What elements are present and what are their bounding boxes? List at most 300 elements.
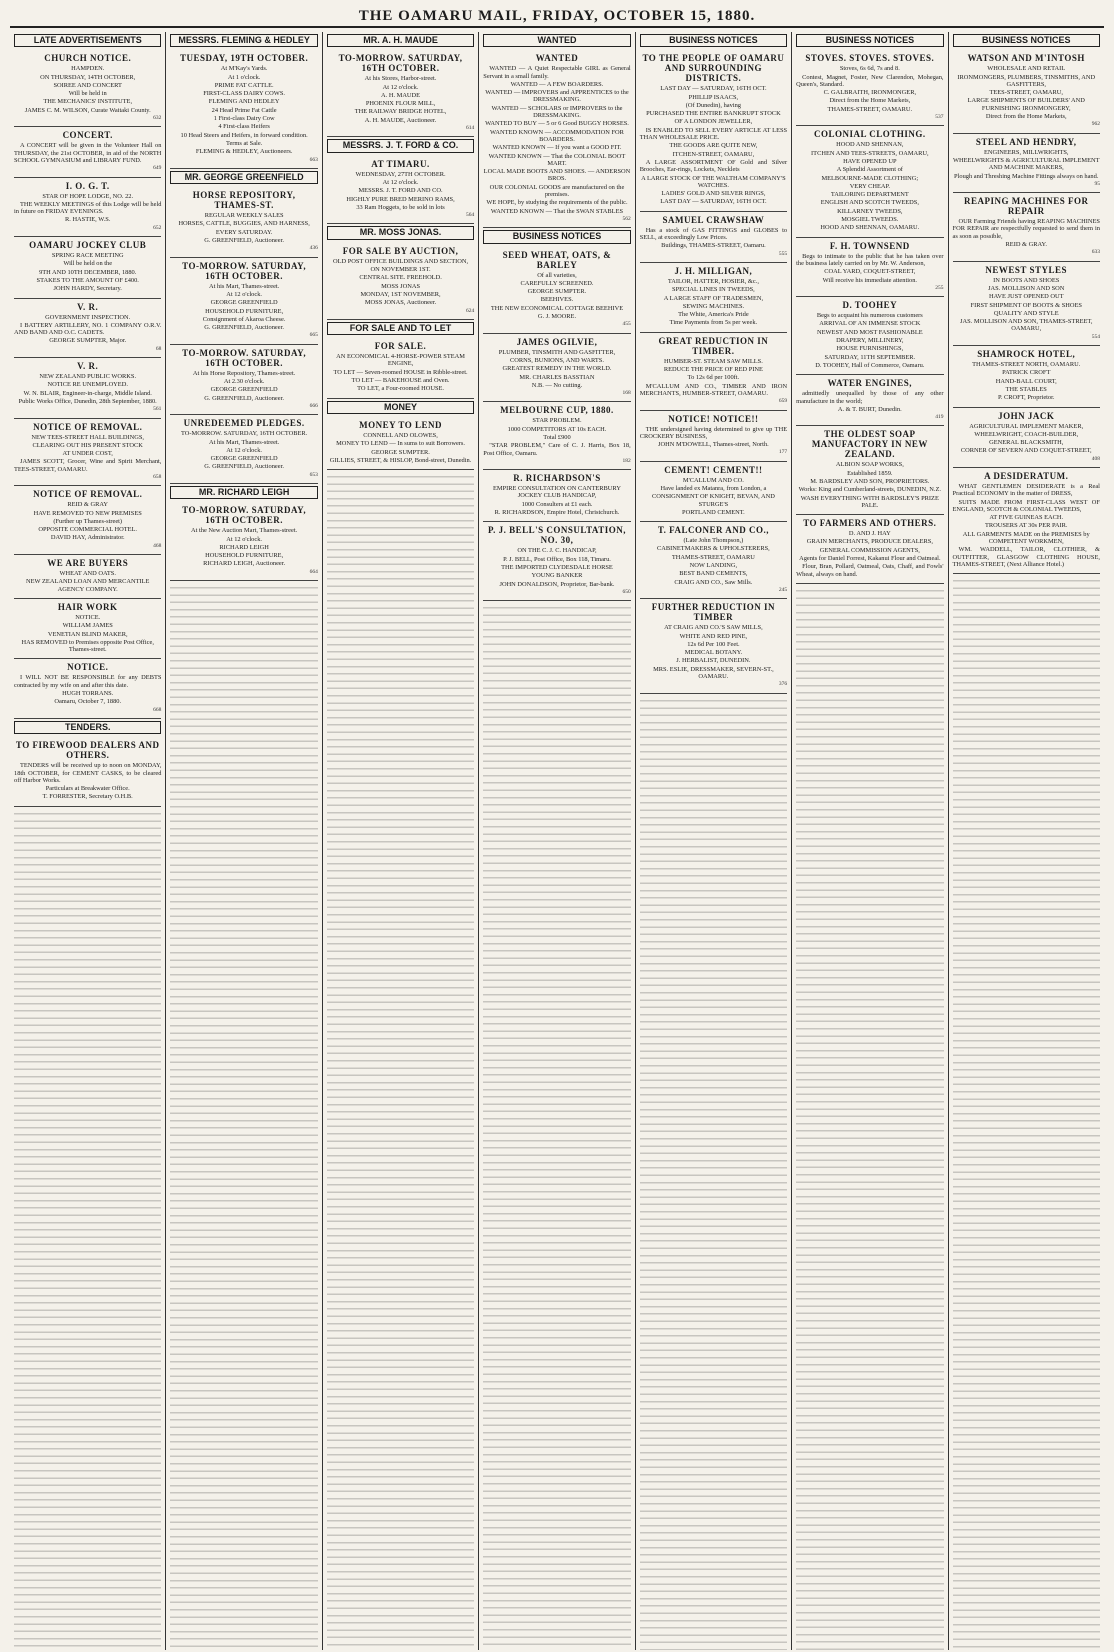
ad-title: TUESDAY, 19TH OCTOBER. (180, 53, 309, 64)
advertisement (327, 50, 474, 137)
ad-line: DRAPERY, MILLINERY, (836, 337, 904, 345)
ad-line: REID & GRAY (67, 501, 109, 509)
ad-line: TROUSERS AT 30s PER PAIR. (984, 522, 1068, 530)
ad-line: JAS. MOLLISON AND SON (988, 284, 1065, 292)
ad-line: WHEELWRIGHT, COACH-BUILDER, (974, 430, 1079, 438)
ad-line: THE RAILWAY BRIDGE HOTEL, (354, 108, 447, 116)
ad-line: NOTICE RE UNEMPLOYED. (47, 381, 128, 389)
ad-line: WANTED — SCHOLARS or IMPROVERS to the DRESSMAKING. (491, 104, 623, 120)
ad-line: REDUCE THE PRICE OF RED PINE (663, 366, 763, 374)
section-heading: BUSINESS NOTICES (796, 34, 943, 47)
ad-line: Will receive his immediate attention. (822, 276, 917, 284)
ad-line: LAST DAY — SATURDAY, 16TH OCT. (660, 198, 767, 206)
ad-line: OPPOSITE COMMERCIAL HOTEL. (38, 526, 138, 534)
ad-title: NOTICE OF REMOVAL. (33, 489, 143, 500)
ad-line: JAMES C. M. WILSON, Curate Waitaki County. (24, 106, 151, 114)
ad-line: SPECIAL LINES IN TWEEDS, (672, 286, 755, 294)
advertisement (640, 263, 787, 333)
ad-line: Consignment of Akaroa Cheese. (202, 315, 286, 323)
ad-number: 650 (622, 588, 631, 595)
ad-title: THE OLDEST SOAP MANUFACTORY IN NEW ZEALAND. (811, 429, 928, 460)
advertisement (796, 515, 943, 584)
ad-line: MR. CHARLES BASSTIAN (519, 373, 595, 381)
ad-line: 4 First-class Heifers (218, 123, 270, 131)
ad-title: HORSE REPOSITORY, THAMES-ST. (192, 190, 296, 211)
ad-line: MONEY TO LEND — In sums to suit Borrowers. (336, 440, 466, 448)
ad-line: LADIES' GOLD AND SILVER RINGS, (661, 190, 766, 198)
ad-line: HAVE OPENED UP (843, 157, 897, 165)
ad-line: Begs to acquaint his numerous customers (816, 312, 923, 320)
ad-line: GEORGE GREENFIELD (210, 386, 278, 394)
column-2 (166, 32, 322, 1650)
advertisement (953, 50, 1100, 133)
ad-title: HAIR WORK (57, 601, 118, 612)
ad-line: WHAT GENTLEMEN DESIDERATE is a Real Practical ECONOMY in the matter of DRESS, (952, 482, 1100, 498)
ad-line: ENGINEERS, MILLWRIGHTS, (983, 148, 1069, 156)
ad-title: TO FARMERS AND OTHERS. (803, 518, 937, 529)
ad-line: At 12 o'clock. (382, 83, 419, 91)
ad-line: Direct from the Home Markets, (829, 97, 911, 105)
ad-line: PORTLAND CEMENT. (682, 508, 745, 516)
column-3 (323, 32, 479, 1650)
ad-line: Will be held in (68, 90, 107, 98)
advertisement (483, 522, 630, 601)
ad-number: 255 (935, 284, 944, 291)
advertisement (327, 338, 474, 398)
advertisement (14, 127, 161, 177)
column-6 (792, 32, 948, 1650)
ad-title: TO-MORROW. SATURDAY, 16TH OCTOBER. (182, 260, 307, 281)
advertisement (483, 334, 630, 403)
advertisement (640, 522, 787, 599)
ad-line: CONNELL AND OLOWES, (363, 431, 438, 439)
ad-number: 419 (935, 414, 944, 421)
ad-line: ON THE C. J. C. HANDICAP, (517, 547, 597, 555)
ad-title: UNREDEEMED PLEDGES. (183, 418, 305, 429)
ad-line: GEORGE SUMPTER, Major. (49, 337, 127, 345)
ad-title: V. R. (77, 361, 99, 372)
ad-number: 664 (309, 568, 318, 575)
ad-line: CONSIGNMENT OF KNIGHT, BEVAN, AND STURGE'S (651, 493, 775, 508)
ad-title: TO-MORROW. SATURDAY, 16TH OCTOBER. (182, 505, 307, 526)
ad-line: MONDAY, 1ST NOVEMBER, (360, 290, 441, 298)
advertisement (170, 502, 317, 581)
ad-line: STAKES TO THE AMOUNT OF £400. (36, 276, 139, 284)
ad-line: To 12s 6d per 100ft. (687, 374, 740, 382)
ad-line: ALL GARMENTS MADE on the PREMISES by COMPETENT WORKMEN, (962, 530, 1090, 546)
ad-line: TO LET — Seven-roomed HOUSE in Ribble-street. (333, 368, 468, 376)
ad-line: Stoves, 6s 6d, 7s and 8. (839, 65, 900, 73)
ad-line: Particulars at Breakwater Office. (45, 785, 130, 793)
ad-title: MELBOURNE CUP, 1880. (500, 405, 614, 416)
ad-line: At 12 o'clock. (226, 535, 263, 543)
ad-title: NOTICE OF REMOVAL. (33, 421, 143, 432)
ad-line: G. J. MOORE. (537, 313, 577, 321)
advertisement (327, 156, 474, 225)
ad-title: STOVES. STOVES. STOVES. (805, 53, 935, 64)
ad-line: AT FIVE GUINEAS EACH. (989, 514, 1064, 522)
ad-line: THE WEEKLY MEETINGS of this Lodge will be held in future on FRIDAY EVENINGS. (14, 200, 162, 216)
ad-line: HAS REMOVED to Premises opposite Post Office, Thames-street. (21, 638, 154, 654)
ad-line: TENDERS will be received up to noon on MONDAY, 18th OCTOBER, for CEMENT CASKS, to be cleared off Harbor Works. (14, 762, 162, 784)
ad-title: MONEY TO LEND (359, 419, 442, 430)
ad-line: THE IMPORTED CLYDESDALE HORSE (501, 563, 613, 571)
section-heading: FOR SALE AND TO LET (327, 322, 474, 335)
ad-line: ENGLISH AND SCOTCH TWEEDS, (820, 199, 919, 207)
ad-number: 245 (778, 586, 788, 593)
ad-line: IRONMONGERS, PLUMBERS, TINSMITHS, AND GASFITTERS, (957, 73, 1096, 88)
advertisement (14, 237, 161, 298)
ad-line: At his Stores, Harbor-street. (364, 75, 437, 83)
advertisement (14, 555, 161, 599)
advertisement (327, 243, 474, 320)
ad-line: WANTED TO BUY — 5 or 6 Good BUGGY HORSES. (485, 120, 629, 128)
ad-line: CRAIG AND CO., Saw Mills. (674, 578, 753, 586)
ad-title: T. FALCONER AND CO., (657, 525, 769, 536)
advertisement (640, 50, 787, 211)
ad-line: 9TH AND 10TH DECEMBER, 1880. (39, 268, 137, 276)
ad-line: MOSS JONAS, Auctioneer. (364, 299, 437, 307)
ad-number: 614 (466, 125, 475, 132)
column-1 (10, 32, 166, 1650)
ad-line: HIGHLY PURE BRED MERINO RAMS, (346, 195, 455, 203)
ad-line: Flour, Bran, Pollard, Oatmeal, Oats, Chaff, and Fowls' Wheat, always on hand. (796, 563, 944, 578)
ad-title: JAMES OGILVIE, (516, 336, 598, 347)
ad-line: THE MECHANICS' INSTITUTE, (43, 98, 133, 106)
ad-line: HAMPDEN. (71, 65, 105, 73)
ad-line: Have landed ex Matanra, from London, a (660, 484, 767, 492)
ad-number: 376 (778, 681, 788, 688)
ad-line: GEORGE SUMPTER. (527, 288, 587, 296)
advertisement (483, 470, 630, 522)
ad-line: TO LET, a Four-roomed HOUSE. (357, 385, 445, 393)
ad-line: GOVERNMENT INSPECTION. (45, 313, 131, 321)
ad-line: Plough and Threshing Machine Fittings always on hand. (954, 172, 1099, 180)
ad-number: 666 (309, 402, 318, 409)
body-text-block (483, 603, 630, 1650)
ad-line: JOHN HARDY, Secretary. (53, 285, 122, 293)
ad-title: WANTED (535, 53, 579, 64)
ad-line: CORNER OF SEVERN AND COQUET-STREET, (960, 447, 1092, 455)
ad-line: Begs to intimate to the public that he has taken over the business lately carried on by Mr. W. Anderson, (796, 252, 944, 267)
ad-line: BEEHIVES. (540, 296, 574, 304)
ad-line: JOHN M'DOWELL, Thames-street, North. (658, 441, 769, 449)
ad-line: FIRST-CLASS DAIRY COWS. (203, 90, 285, 98)
ad-line: D. TOOHEY, Hall of Commerce, Oamaru. (815, 361, 925, 369)
ad-line: GILLIES, STREET, & HISLOP, Bond-street, Dunedin. (329, 456, 472, 464)
advertisement (14, 419, 161, 487)
ad-line: YOUNG BANKER (531, 572, 583, 580)
ad-line: HAND-BALL COURT, (995, 377, 1057, 385)
ad-number: 561 (153, 406, 162, 413)
ad-number: 658 (153, 473, 162, 480)
ad-line: MESSRS. J. T. FORD AND CO. (358, 187, 443, 195)
ad-number: 624 (466, 307, 475, 314)
ad-line: PURCHASED THE ENTIRE BANKRUPT STOCK (646, 110, 781, 118)
ad-line: W. N. BLAIR, Engineer-in-charge, Middle Island. (23, 389, 152, 397)
ad-title: REAPING MACHINES FOR REPAIR (963, 196, 1089, 217)
ad-line: NEWEST AND MOST FASHIONABLE (817, 328, 923, 336)
ad-title: P. J. BELL'S CONSULTATION, NO. 30, (487, 525, 626, 546)
ad-line: At M'Kay's Yards. (220, 65, 268, 73)
ad-line: At 12 o'clock. (382, 178, 419, 186)
ad-line: CORNS, BUNIONS, AND WARTS. (510, 356, 604, 364)
advertisement (14, 737, 161, 806)
advertisement (483, 50, 630, 228)
ad-line: M'CALLUM AND CO., TIMBER AND IRON MERCHANTS, HUMBER-STREET, OAMARU. (639, 382, 788, 397)
ad-line: HAVE REMOVED TO NEW PREMISES (33, 509, 142, 517)
ad-title: SHAMROCK HOTEL, (977, 349, 1076, 360)
ad-title: A DESIDERATUM. (984, 470, 1069, 481)
ad-line: MOSS JONAS (381, 282, 420, 290)
ad-line: RICHARD LEIGH, Auctioneer. (203, 560, 286, 568)
ad-line: MRS. ESLIE, DRESSMAKER, SEVERN-ST., OAMARU. (653, 665, 774, 681)
ad-number: 68 (155, 345, 162, 352)
ad-line: N.B. — No cutting. (531, 381, 583, 389)
ad-line: THE undersigned having determined to give up THE CROCKERY BUSINESS, (639, 425, 788, 440)
ad-line: TAILOR, HATTER, HOSIER, &c., (667, 277, 759, 285)
ad-line: Buildings, THAMES-STREET, Oamaru. (661, 242, 766, 250)
ad-line: WEDNESDAY, 27TH OCTOBER. (355, 170, 446, 178)
advertisement (640, 462, 787, 522)
ad-line: ON NOVEMBER 1ST. (370, 266, 431, 274)
ad-line: GREATEST REMEDY IN THE WORLD. (502, 365, 612, 373)
advertisement (796, 375, 943, 426)
ad-line: PHOENIX FLOUR MILL, (365, 100, 436, 108)
ad-line: PRIME FAT CATTLE. (214, 81, 274, 89)
column-7 (949, 32, 1104, 1650)
ad-line: LARGE SHIPMENTS OF BUILDERS' AND FURNISHING IRONMONGERY, (967, 97, 1085, 112)
ad-number: 554 (1091, 333, 1100, 340)
ad-line: TO-MORROW. SATURDAY, 16TH OCTOBER. (180, 430, 308, 438)
section-heading: WANTED (483, 34, 630, 47)
ad-line: R. RICHARDSON, Empire Hotel, Christchurch. (494, 509, 620, 517)
column-4 (479, 32, 635, 1650)
ad-line: J. HERBALIST, DUNEDIN. (676, 657, 751, 665)
ad-number: 455 (622, 321, 631, 328)
ad-title: TO FIREWOOD DEALERS AND OTHERS. (15, 740, 160, 761)
ad-line: Contest, Magnet, Foster, New Clarendon, Mohegan, Queen's, Standard. (796, 73, 944, 88)
ad-line: At 1 o'clock. (227, 73, 261, 81)
body-text-block (640, 696, 787, 1650)
advertisement (796, 238, 943, 297)
ad-line: WE HOPE, by studying the requirements of the public. (486, 199, 628, 207)
ad-number: 468 (153, 542, 162, 549)
ad-line: STAR OF HOPE LODGE, NO. 22. (42, 192, 134, 200)
ad-line: WANTED KNOWN — If you want a GOOD FIT. (492, 144, 622, 152)
ad-line: FIRST SHIPMENT OF BOOTS & SHOES (970, 301, 1082, 309)
ad-line: ALBION SOAP WORKS, (835, 461, 904, 469)
columns-container (10, 32, 1104, 1650)
ad-title: CEMENT! CEMENT!! (664, 464, 763, 475)
body-text-block (14, 809, 161, 1650)
ad-line: Time Payments from 5s per week. (669, 319, 758, 327)
ad-line: KILLARNEY TWEEDS, (837, 207, 903, 215)
ad-number: 632 (153, 115, 162, 122)
ad-line: HAVE JUST OPENED OUT (988, 293, 1064, 301)
ad-line: CENTRAL SITE. FREEHOLD. (359, 274, 442, 282)
ad-line: (Further up Thames-street) (53, 517, 123, 525)
advertisement (170, 50, 317, 169)
ad-line: WANTED — A Quiet Respectable GIRL as General Servant in a small family. (483, 65, 631, 80)
ad-title: NOTICE! NOTICE!! (668, 413, 759, 424)
ad-line: At 12 o'clock. (226, 446, 263, 454)
ad-title: CONCERT. (62, 130, 113, 141)
ad-title: JOHN JACK (998, 410, 1055, 421)
ad-line: REID & GRAY. (1005, 241, 1047, 249)
ad-line: VENETIAN BLIND MAKER, (47, 630, 128, 638)
ad-line: C. GALBRAITH, IRONMONGER, (823, 89, 917, 97)
ad-line: R. HASTIE, W.S. (64, 216, 111, 224)
ad-title: TO-MORROW. SATURDAY, 16TH OCTOBER. (338, 53, 463, 74)
ad-line: A. & T. BURT, Dunedin. (837, 405, 902, 413)
ad-line: COAL YARD, COQUET-STREET, (824, 268, 916, 276)
ad-line: FLEMING & HEDLEY, Auctioneers. (195, 148, 293, 156)
ad-line: OUR Farming Friends having REAPING MACHINES FOR REPAIR are respectfully requested to send them in as soon as possible, (952, 218, 1100, 240)
ad-line: "STAR PROBLEM," Care of C. J. Harris, Box 18, Post Office, Oamaru. (483, 442, 631, 457)
ad-title: I. O. G. T. (65, 180, 110, 191)
ad-line: HOOD AND SHENNAN, OAMARU. (820, 224, 920, 232)
ad-line: HOUSE FURNISHINGS, (836, 345, 904, 353)
ad-title: TO-MORROW. SATURDAY, 16TH OCTOBER. (182, 347, 307, 368)
advertisement (796, 426, 943, 515)
ad-line: SEWING MACHINES. (682, 302, 745, 310)
section-heading: MONEY (327, 401, 474, 414)
advertisement (14, 50, 161, 127)
ad-line: AT CRAIG AND CO.'S SAW MILLS, (664, 624, 763, 632)
column-5 (636, 32, 792, 1650)
ad-line: At the New Auction Mart, Thames-street. (191, 527, 298, 535)
advertisement (796, 297, 943, 375)
advertisement (14, 486, 161, 555)
ad-line: OLD POST OFFICE BUILDINGS AND SECTION, (332, 257, 469, 265)
ad-number: 652 (153, 224, 162, 231)
advertisement (483, 402, 630, 470)
ad-line: ARRIVAL OF AN IMMENSE STOCK (819, 320, 921, 328)
ad-line: At his Mart, Thames-street. (208, 438, 280, 446)
ad-number: 962 (1091, 121, 1100, 128)
ad-line: Oamaru, October 7, 1880. (54, 698, 122, 706)
ad-number: 555 (778, 250, 788, 257)
ad-number: 653 (309, 471, 318, 478)
section-heading: BUSINESS NOTICES (483, 230, 630, 243)
ad-line: WANTED KNOWN — That the COLONIAL BOOT MART. (488, 152, 626, 167)
ad-title: AT TIMARU. (371, 158, 430, 169)
ad-line: A Splendid Assortment of (836, 166, 903, 174)
ad-line: GEORGE GREENFIELD (210, 455, 278, 463)
ad-line: GENERAL COMMISSION AGENTS, (819, 546, 920, 554)
ad-line: WHOLESALE AND RETAIL (987, 65, 1066, 73)
advertisement (170, 415, 317, 484)
ad-line: P. J. BELL, Post Office, Box 118, Timaru. (503, 555, 611, 563)
ad-line: Has a stock of GAS FITTINGS and GLOBES to SELL, at exceedingly Low Prices. (639, 226, 788, 242)
ad-line: SOIREE AND CONCERT (53, 81, 122, 89)
body-text-block (796, 586, 943, 1650)
ad-line: A CONCERT will be given in the Volunteer Hall on THURSDAY, the 21st OCTOBER, in aid of the NORTH SCHOOL GYMNASIUM and LIBRARY FUND. (14, 142, 162, 164)
ad-title: FOR SALE BY AUCTION, (342, 245, 459, 256)
ad-line: CABINETMAKERS & UPHOLSTERERS, (657, 545, 770, 553)
ad-line: WANTED KNOWN — ACCOMMODATION FOR BOARDERS. (490, 128, 624, 143)
ad-title: R. RICHARDSON'S (513, 473, 601, 484)
ad-title: FURTHER REDUCTION IN TIMBER (651, 602, 775, 623)
advertisement (796, 126, 943, 237)
ad-number: 663 (309, 156, 318, 163)
ad-number: 564 (466, 212, 475, 219)
ad-line: WHITE AND RED PINE, (679, 632, 748, 640)
ad-line: The White, America's Pride (678, 311, 749, 319)
ad-line: WILLIAM JAMES (62, 622, 113, 630)
section-heading: MESSRS. J. T. FORD & CO. (327, 139, 474, 152)
ad-number: 633 (1091, 249, 1100, 256)
ad-line: T. FORRESTER, Secretary O.H.B. (42, 793, 133, 801)
ad-line: IN BOOTS AND SHOES (993, 276, 1060, 284)
ad-number: 95 (1094, 180, 1100, 187)
advertisement (170, 345, 317, 415)
ad-line: Direct from the Home Markets, (985, 113, 1067, 121)
ad-line: 24 Head Prime Fat Cattle (211, 106, 277, 114)
ad-line: MEDICAL BOTANY. (684, 649, 743, 657)
ad-title: SAMUEL CRAWSHAW (662, 214, 765, 225)
ad-number: 659 (778, 398, 788, 405)
ad-line: RICHARD LEIGH (219, 543, 269, 551)
ad-title: D. TOOHEY (842, 300, 898, 311)
section-heading: BUSINESS NOTICES (640, 34, 787, 47)
ad-line: 1 First-class Dairy Cow (213, 115, 275, 123)
ad-line: AT UNDER COST, (62, 450, 113, 458)
section-heading: MR. RICHARD LEIGH (170, 486, 317, 499)
section-heading: MR. MOSS JONAS. (327, 226, 474, 239)
ad-line: Agents for Daniel Forrest, Kakanui Flour and Oatmeal. (799, 555, 941, 563)
ad-line: PATRICK CROFT (1002, 369, 1051, 377)
ad-line: HUMBER-ST. STEAM SAW MILLS. (663, 357, 763, 365)
ad-line: DAVID HAY, Administrator. (50, 534, 125, 542)
ad-line: Public Works Office, Dunedin, 28th September, 1880. (18, 397, 157, 405)
ad-line: Of all varieties, (537, 271, 577, 279)
ad-line: REGULAR WEEKLY SALES (204, 212, 284, 220)
ad-line: NEW ZEALAND PUBLIC WORKS. (39, 373, 137, 381)
ad-title: V. R. (77, 301, 99, 312)
ad-title: SEED WHEAT, OATS, & BARLEY (502, 249, 612, 270)
advertisement (953, 262, 1100, 346)
section-heading: BUSINESS NOTICES (953, 34, 1100, 47)
ad-line: Established 1859. (847, 469, 893, 477)
ad-line: Works: King and Cumberland-streets, DUNEDIN, N.Z. (798, 486, 941, 494)
ad-line: SUITS MADE FROM FIRST-CLASS WEST OF ENGLAND, SCOTCH & COLONIAL TWEEDS, (952, 498, 1100, 513)
ad-line: 33 Ram Hoggets, to be sold in lots (356, 203, 445, 211)
ad-line: A LARGE ASSORTMENT OF Gold and Silver Brooches, Ear-rings, Lockets, Necklets (639, 158, 788, 174)
ad-line: WANTED — A FEW BOARDERS. (510, 80, 604, 88)
ad-title: F. H. TOWNSEND (829, 240, 910, 251)
body-text-block (327, 472, 474, 1650)
ad-line: LOCAL MADE BOOTS AND SHOES. — ANDERSON BROS. (483, 168, 631, 183)
ad-line: (Late John Thompson,) (683, 537, 744, 545)
ad-line: STAR PROBLEM. (532, 417, 582, 425)
advertisement (953, 468, 1100, 574)
advertisement (14, 599, 161, 659)
ad-line: G. GREENFIELD, Auctioneer. (204, 237, 284, 245)
advertisement (640, 333, 787, 411)
ad-title: WE ARE BUYERS (47, 558, 129, 569)
ad-line: G. GREENFIELD, Auctioneer. (204, 394, 284, 402)
ad-title: STEEL AND HENDRY, (975, 136, 1077, 147)
advertisement (14, 178, 161, 237)
ad-line: WANTED KNOWN — That the SWAN STABLES (490, 207, 624, 215)
ad-line: At 12 o'clock. (226, 290, 263, 298)
ad-line: At 2.30 o'clock. (223, 378, 265, 386)
ad-title: GREAT REDUCTION IN TIMBER. (658, 335, 769, 356)
section-heading: MR. A. H. MAUDE (327, 34, 474, 47)
ad-line: I WILL NOT BE RESPONSIBLE for any DEBTS contracted by my wife on and after this date. (14, 674, 162, 689)
